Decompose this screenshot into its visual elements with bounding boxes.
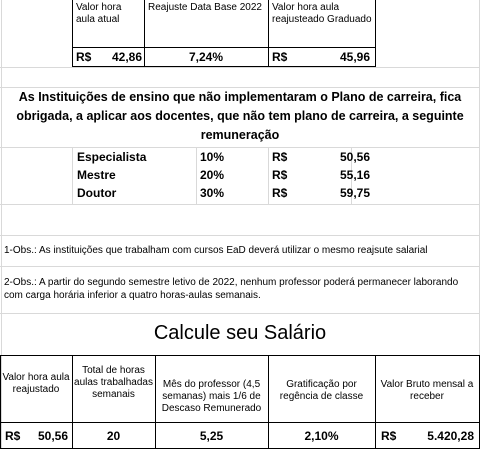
level-currency: R$ — [272, 168, 288, 182]
header-adjustment-2022: Reajuste Data Base 2022 — [148, 2, 262, 13]
gross-currency: R$ — [381, 429, 397, 443]
career-plan-notice: As Instituições de ensino que não implementaram o Plano de carreira, fica obrigada, a aplicar aos docentes, que não tem plano de carreira, a seguinte remuneração — [16, 90, 464, 142]
level-percent: 30% — [200, 186, 225, 200]
header-month-factor: Mês do professor (4,5 semanas) mais 1/6 de Descaso Remunerado — [161, 379, 262, 414]
calculator-title: Calcule seu Salário — [153, 322, 327, 344]
month-factor-value: 5,25 — [199, 429, 224, 443]
header-current-hourly: Valor hora aula atual — [76, 2, 122, 25]
header-weekly-hours: Total de horas aulas trabalhadas semanais — [74, 365, 153, 400]
level-percent: 10% — [200, 150, 225, 164]
level-currency: R$ — [272, 150, 288, 164]
header-class-bonus: Gratificação por regência de classe — [279, 379, 364, 402]
header-hourly-adjusted: Valor hora aula reajustado — [2, 372, 70, 395]
level-name: Doutor — [77, 186, 117, 200]
level-value: 55,16 — [339, 168, 370, 182]
adjusted-currency: R$ — [272, 50, 288, 64]
level-value: 59,75 — [339, 186, 370, 200]
class-bonus-value: 2,10% — [304, 429, 339, 443]
level-name: Mestre — [77, 168, 116, 182]
adjusted-hourly-value: 45,96 — [339, 50, 370, 64]
hourly-value-input[interactable]: 50,56 — [37, 429, 68, 443]
adjustment-percent: 7,24% — [188, 50, 224, 64]
level-value: 50,56 — [339, 150, 370, 164]
header-adjusted-hourly: Valor hora aula reajusteado Graduado — [272, 2, 372, 25]
current-hourly-value: 42,86 — [111, 50, 142, 64]
weekly-hours-input[interactable]: 20 — [106, 429, 121, 443]
gross-monthly-value: 5.420,28 — [427, 429, 474, 443]
current-currency: R$ — [76, 50, 92, 64]
hourly-currency: R$ — [5, 429, 21, 443]
level-name: Especialista — [77, 150, 147, 164]
level-currency: R$ — [272, 186, 288, 200]
level-percent: 20% — [200, 168, 225, 182]
observation-2: 2-Obs.: A partir do segundo semestre letivo de 2022, nenhum professor poderá permanecer laborando com carga horária inferior a quatro horas-aulas semanais. — [4, 277, 459, 301]
header-gross-monthly: Valor Bruto mensal a receber — [380, 379, 474, 402]
observation-1: 1-Obs.: As instituições que trabalham com cursos EaD deverá utilizar o mesmo reajsute salarial — [4, 245, 428, 256]
